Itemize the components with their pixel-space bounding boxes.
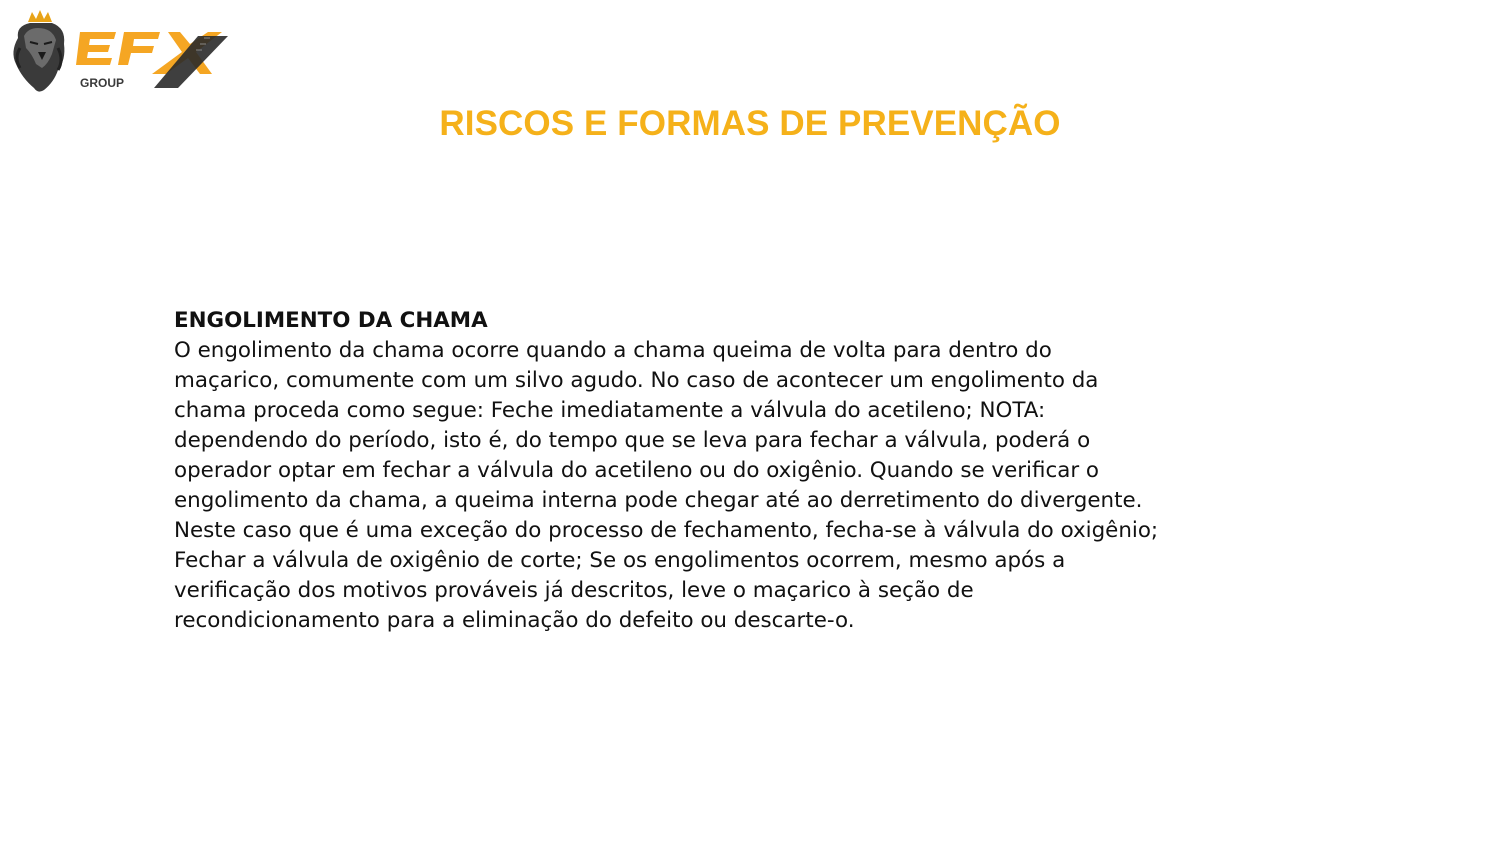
paragraph-line: recondicionamento para a eliminação do defeito ou descarte-o. xyxy=(174,608,855,633)
paragraph-line: Neste caso que é uma exceção do processo de fechamento, fecha-se à válvula do oxigênio; xyxy=(174,518,1159,543)
group-label: GROUP xyxy=(80,76,125,90)
paragraph-line: dependendo do período, isto é, do tempo que se leva para fechar a válvula, poderá o xyxy=(174,428,1091,453)
paragraph-line: chama proceda como segue: Feche imediatamente a válvula do acetileno; NOTA: xyxy=(174,398,1046,423)
paragraph-line: Fechar a válvula de oxigênio de corte; Se os engolimentos ocorrem, mesmo após a xyxy=(174,548,1066,573)
section-content xyxy=(174,306,1364,636)
paragraph-line: verificação dos motivos prováveis já descritos, leve o maçarico à seção de xyxy=(174,578,974,603)
page-title: RISCOS E FORMAS DE PREVENÇÃO xyxy=(439,104,1061,143)
lion-crown-icon xyxy=(8,8,232,94)
efx-group-logo xyxy=(8,8,232,94)
paragraph-line: operador optar em fechar a válvula do acetileno ou do oxigênio. Quando se verificar o xyxy=(174,458,1099,483)
paragraph-line: engolimento da chama, a queima interna pode chegar até ao derretimento do divergente. xyxy=(174,488,1143,513)
paragraph-line: O engolimento da chama ocorre quando a chama queima de volta para dentro do xyxy=(174,338,1052,363)
paragraph-line: maçarico, comumente com um silvo agudo. No caso de acontecer um engolimento da xyxy=(174,368,1099,393)
section-heading: ENGOLIMENTO DA CHAMA xyxy=(174,308,488,333)
